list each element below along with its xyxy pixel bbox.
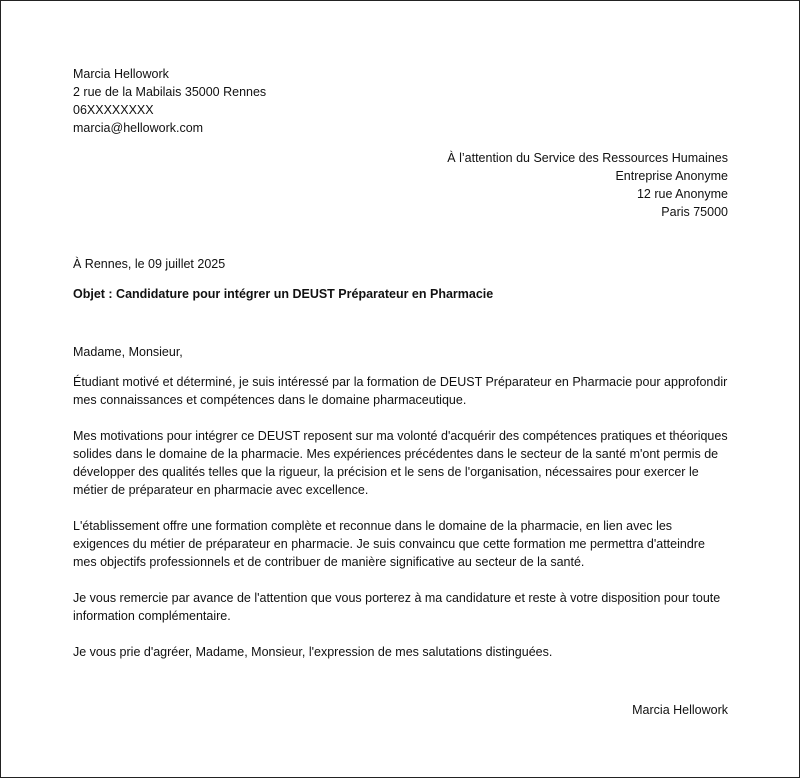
place-date: À Rennes, le 09 juillet 2025	[73, 257, 226, 271]
body-paragraph-establishment: L'établissement offre une formation complète et reconnue dans le domaine de la pharmacie, en lien avec les exigences du métier de préparateur en pharmacie. Je suis convaincu que cette formation me permettra d'atteindre mes objectifs professionnels et de contribuer de manière significative au secteur de la santé.	[73, 519, 705, 569]
sender-name: Marcia Hellowork	[73, 67, 169, 81]
sender-phone: 06XXXXXXXX	[73, 103, 154, 117]
sender-email: marcia@hellowork.com	[73, 121, 204, 135]
letter-greeting: Madame, Monsieur,	[73, 345, 183, 359]
recipient-city: Paris 75000	[661, 205, 728, 219]
body-paragraph-intro: Étudiant motivé et déterminé, je suis intéressé par la formation de DEUST Préparateur en Pharmacie pour approfondir mes connaissances et compétences dans le domaine pharmaceutique.	[73, 375, 728, 407]
signature: Marcia Hellowork	[632, 703, 728, 717]
sender-address: 2 rue de la Mabilais 35000 Rennes	[73, 85, 267, 99]
body-paragraph-thanks: Je vous remercie par avance de l'attention que vous porterez à ma candidature et reste à votre disposition pour toute information complémentaire.	[73, 591, 721, 623]
recipient-attention: À l’attention du Service des Ressources Humaines	[447, 151, 728, 165]
recipient-street: 12 rue Anonyme	[636, 187, 728, 201]
letter-content	[73, 65, 728, 719]
body-paragraph-motivation: Mes motivations pour intégrer ce DEUST reposent sur ma volonté d'acquérir des compétences pratiques et théoriques solides dans le domaine de la pharmacie. Mes expériences précédentes dans le secteur de la santé m'ont permis de développer des qualités telles que la rigueur, la précision et le sens de l'organisation, nécessaires pour exercer le métier de préparateur en pharmacie avec excellence.	[73, 429, 728, 497]
recipient-company: Entreprise Anonyme	[615, 169, 728, 183]
body-paragraph-closing: Je vous prie d'agréer, Madame, Monsieur, l'expression de mes salutations distinguées.	[73, 645, 553, 659]
recipient-block	[73, 149, 728, 221]
sender-block	[73, 65, 728, 137]
letter-subject: Objet : Candidature pour intégrer un DEUST Préparateur en Pharmacie	[73, 287, 494, 301]
